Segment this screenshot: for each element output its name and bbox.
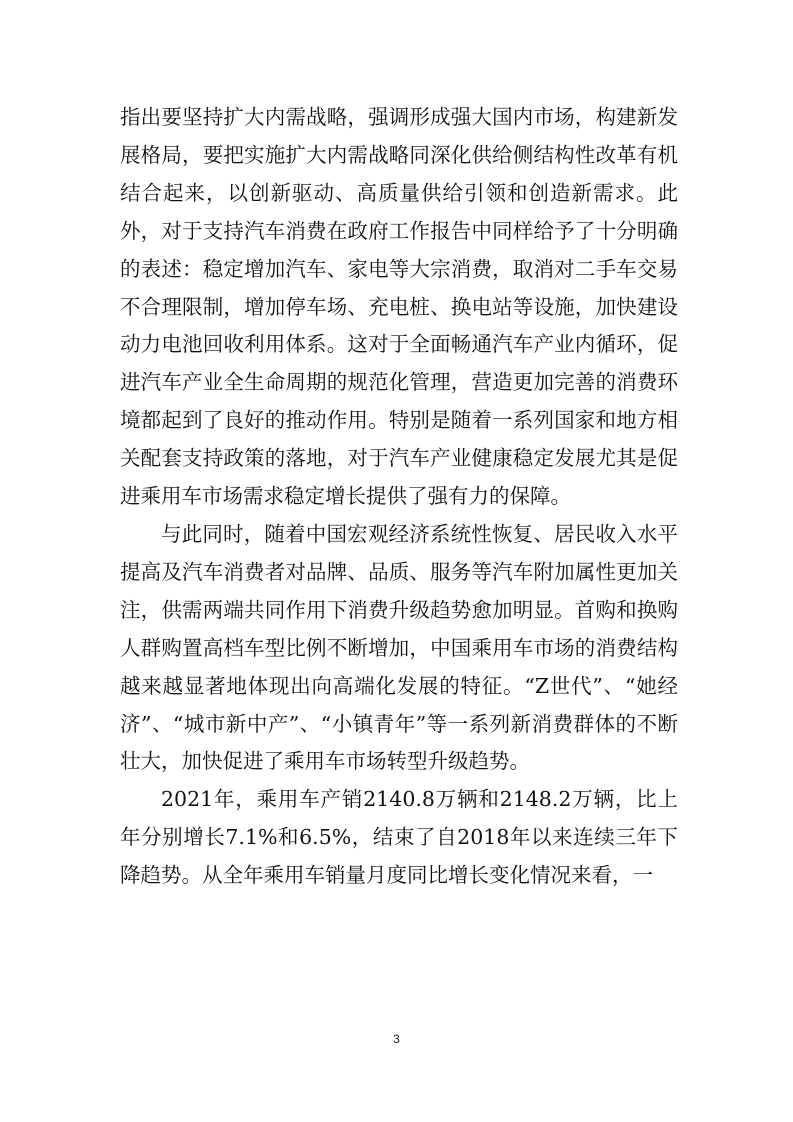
paragraph-2021-sales: 2021年，乘用车产销2140.8万辆和2148.2万辆，比上年分别增长7.1%和6.5%，结束了自2018年以来连续三年下降趋势。从全年乘用车销量月度同比增长变化情况来看，一: [120, 787, 678, 888]
paragraph-continuation: 指出要坚持扩大内需战略，强调形成强大国内市场，构建新发展格局，要把实施扩大内需战略同深化供给侧结构性改革有机结合起来，以创新驱动、高质量供给引领和创造新需求。此外，对于支持汽车消费在政府工作报告中同样给予了十分明确的表述：稳定增加汽车、家电等大宗消费，取消对二手车交易不合理限制，增加停车场、充电桩、换电站等设施，加快建设动力电池回收利用体系。这对于全面畅通汽车产业内循环，促进汽车产业全生命周期的规范化管理，营造更加完善的消费环境都起到了良好的推动作用。特别是随着一系列国家和地方相关配套支持政策的落地，对于汽车产业健康稳定发展尤其是促进乘用车市场需求稳定增长提供了强有力的保障。: [120, 105, 678, 509]
page-number: 3: [393, 1032, 400, 1046]
document-body: [120, 99, 678, 895]
paragraph-consumption-upgrade: 与此同时，随着中国宏观经济系统性恢复、居民收入水平提高及汽车消费者对品牌、品质、服务等汽车附加属性更加关注，供需两端共同作用下消费升级趋势愈加明显。首购和换购人群购置高档车型比例不断增加，中国乘用车市场的消费结构越来越显著地体现出向高端化发展的特征。“Z世代”、“她经济”、“城市新中产”、“小镇青年”等一系列新消费群体的不断壮大，加快促进了乘用车市场转型升级趋势。: [120, 521, 678, 774]
